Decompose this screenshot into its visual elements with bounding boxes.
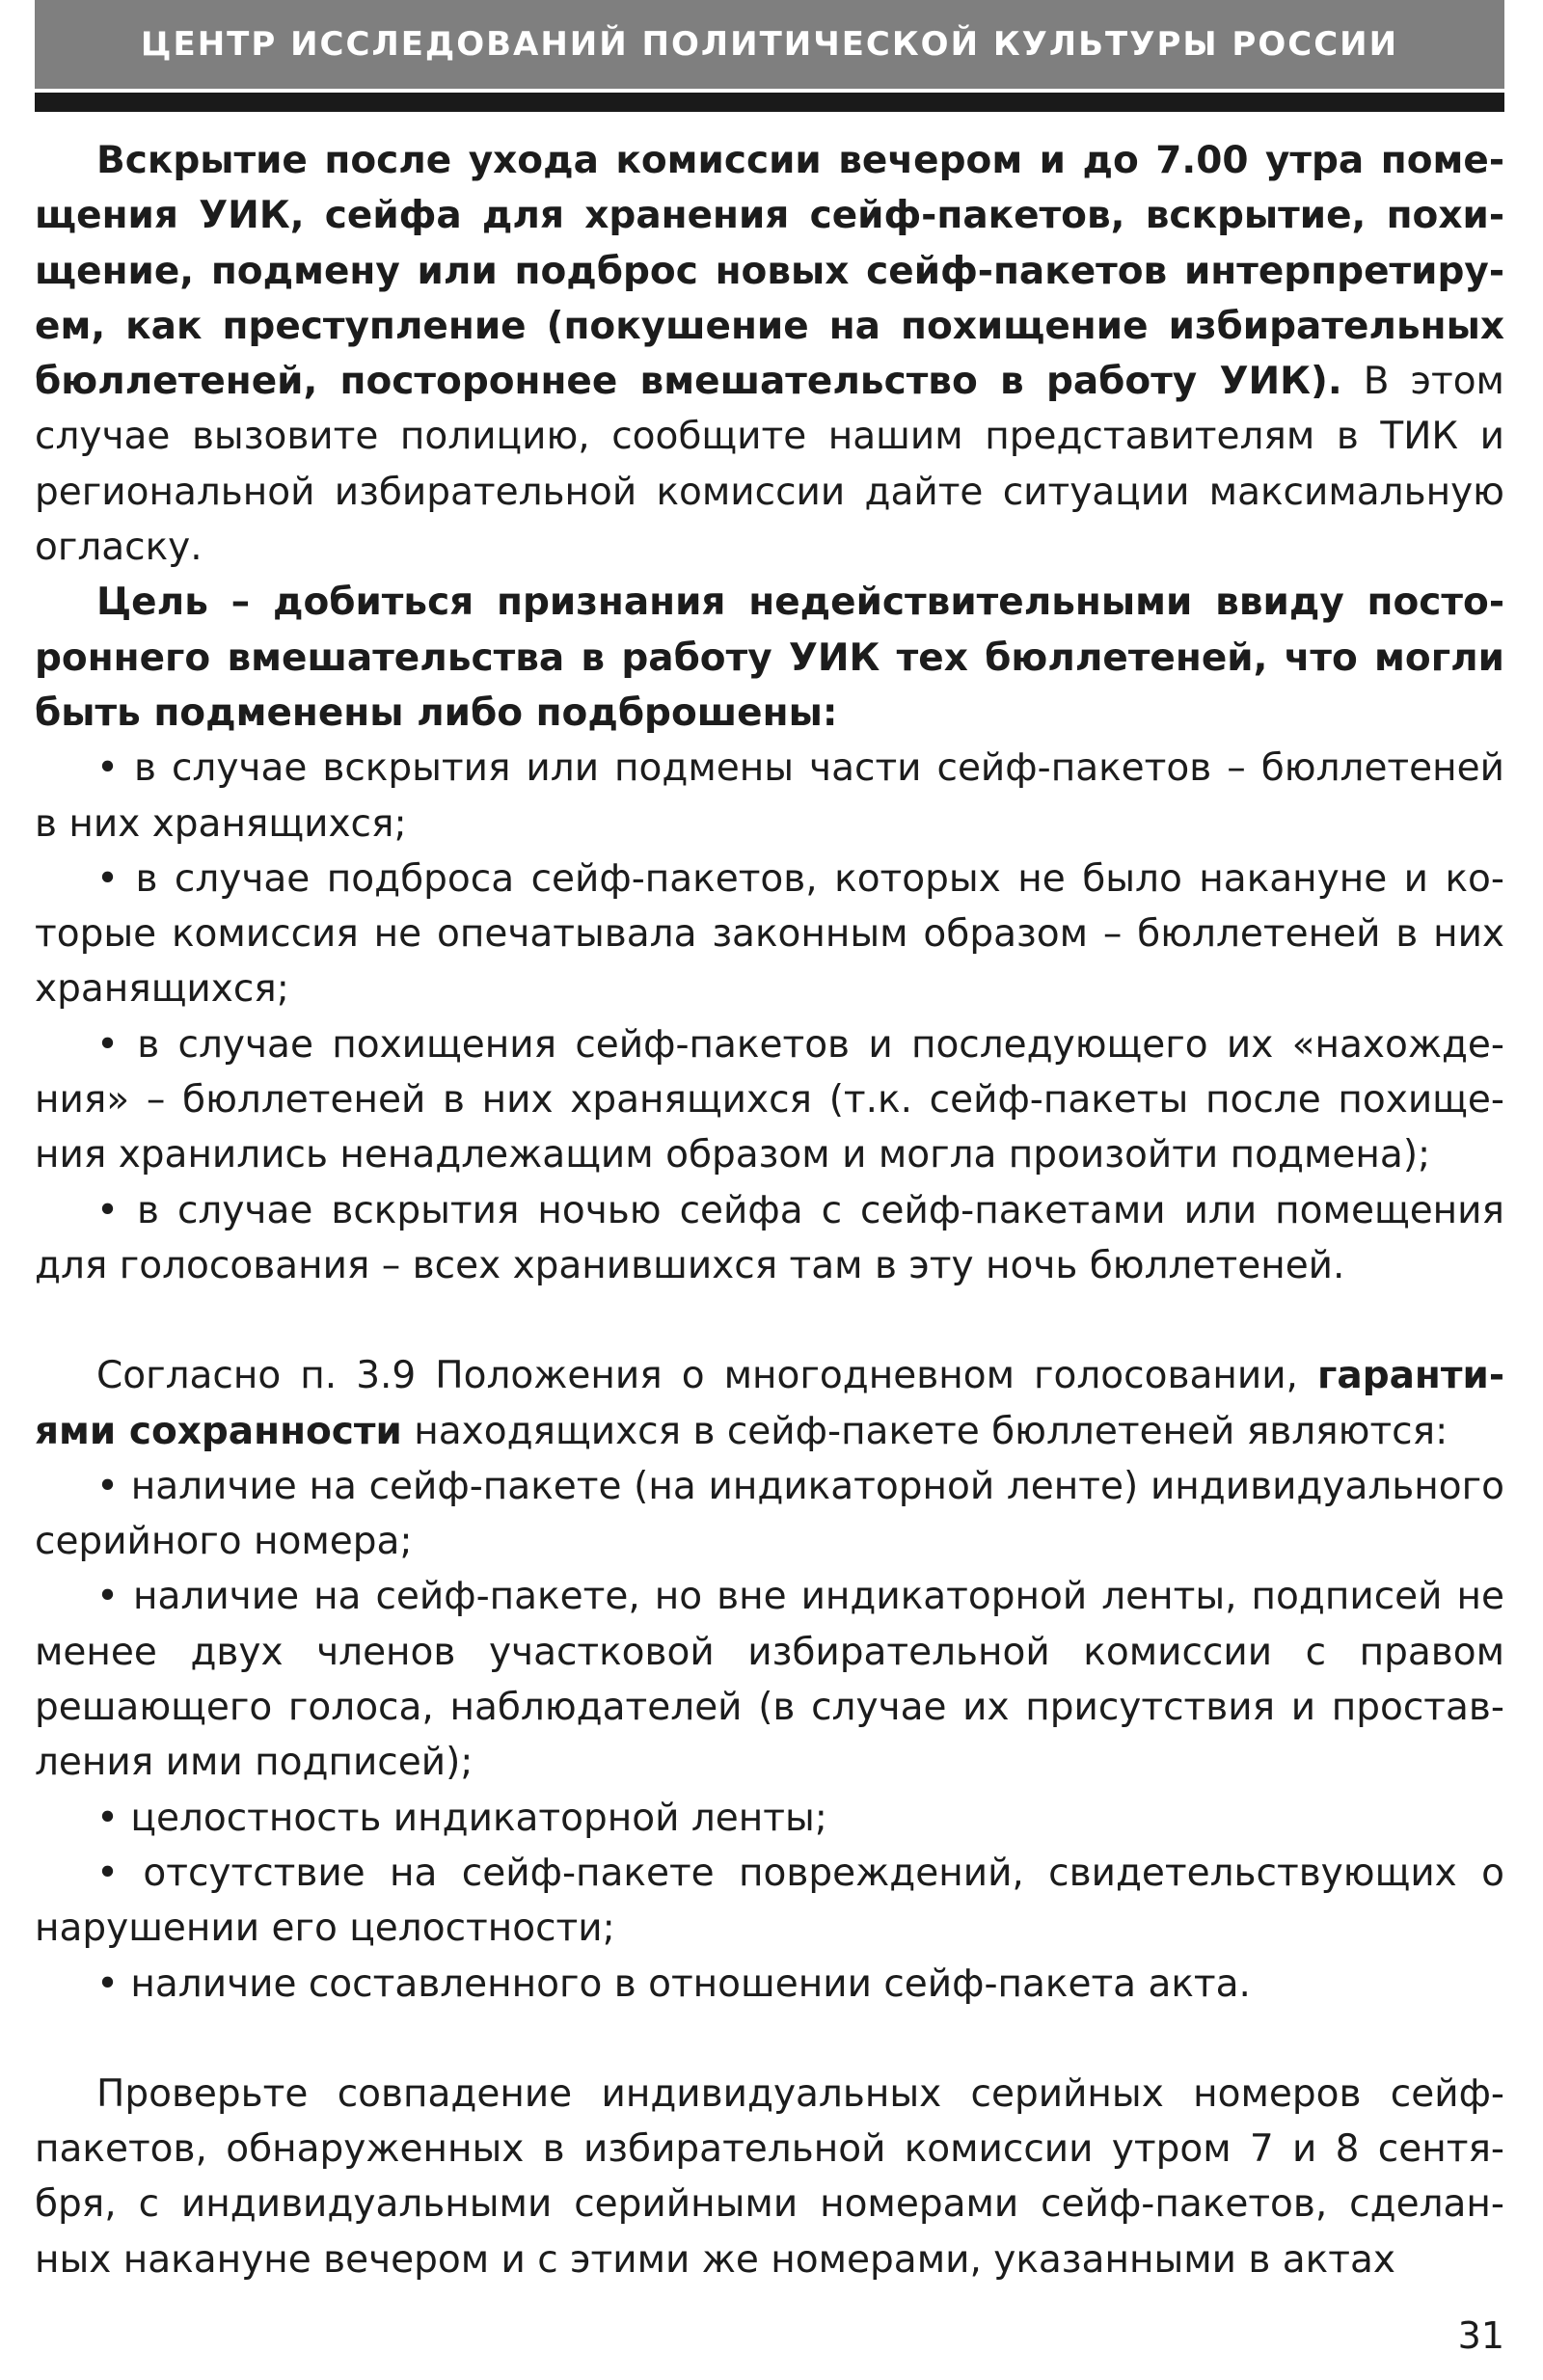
guarantee-item: • целостность индикаторной ленты;: [96, 1796, 827, 1840]
break-in-bold-text: Вскрытие после ухода комиссии вечером и до 7.00 утра помещения УИК, сейфа для хранения сейф-пакетов, вскрытие, похищение, подмену или подброс новых сейф-пакетов интерпретируем, как преступление (покушение на похищение избирательных бюллетеней, постороннее вмешательство в работу УИК).: [35, 139, 1504, 404]
guarantee-item: • наличие на сейф-пакете, но вне индикаторной ленты, подписей не менее двух членов участковой избирательной комиссии с правом решающего голоса, наблюдателей (в случае их присутствия и проставления ими подписей);: [35, 1575, 1504, 1785]
break-in-text: В этом случае вызовите полицию, сообщите нашим представителям в ТИК и региональной избирательной комиссии дайте ситуации максимальную огласку.: [35, 360, 1504, 570]
running-header: [35, 0, 1504, 89]
guarantee-item: • наличие составленного в отношении сейф-пакета акта.: [96, 1961, 1251, 2006]
header-rule: [35, 93, 1504, 112]
paragraph-gap: [35, 1293, 1504, 1348]
goal-heading: [35, 575, 1504, 741]
goal-bold-text: Цель – добиться признания недействительными ввиду постороннего вмешательства в работу УИК тех бюллетеней, что могли быть подменены либо подброшены:: [35, 581, 1504, 735]
paragraph-gap: [35, 2012, 1504, 2067]
goal-item: • в случае подброса сейф-пакетов, которых не было накануне и которые комиссия не опечатывала законным образом – бюллетеней в них хранящихся;: [35, 856, 1504, 1012]
paragraph-break-in: [35, 133, 1504, 575]
page-number: 31: [1457, 2314, 1504, 2357]
goal-item: • в случае вскрытия ночью сейфа с сейф-пакетами или помещения для голосования – всех хранившихся там в эту ночь бюллетеней.: [35, 1188, 1504, 1287]
guarantees-intro: [35, 1348, 1504, 1459]
guarantees-intro-text: Согласно п. 3.9 Положения о многодневном голосовании,: [96, 1354, 1317, 1398]
guarantees-rest-text: находящихся в сейф-пакете бюллетеней являются:: [401, 1409, 1448, 1453]
guarantee-item: • отсутствие на сейф-пакете повреждений, свидетельствующих о нарушении его целостности;: [35, 1851, 1504, 1951]
goal-item: • в случае вскрытия или подмены части сейф-пакетов – бюллетеней в них хранящихся;: [35, 746, 1504, 846]
check-paragraph: Проверьте совпадение индивидуальных серийных номеров сейф-пакетов, обнаруженных в избирательной комиссии утром 7 и 8 сентября, с индивидуальными серийными номерами сейф-пакетов, сделанных накануне вечером и с этими же номерами, указанными в актах: [35, 2071, 1504, 2282]
header-title: ЦЕНТР ИССЛЕДОВАНИЙ ПОЛИТИЧЕСКОЙ КУЛЬТУРЫ РОССИИ: [140, 25, 1399, 64]
guarantees-bold-text: гарантиями сохранности: [35, 1354, 1504, 1453]
page-content: [35, 133, 1504, 2287]
guarantee-item: • наличие на сейф-пакете (на индикаторной ленте) индивидуального серийного номера;: [35, 1464, 1504, 1564]
goal-item: • в случае похищения сейф-пакетов и последующего их «нахождения» – бюллетеней в них хранящихся (т.к. сейф-пакеты после похищения хранились ненадлежащим образом и могла произойти подмена);: [35, 1022, 1504, 1177]
